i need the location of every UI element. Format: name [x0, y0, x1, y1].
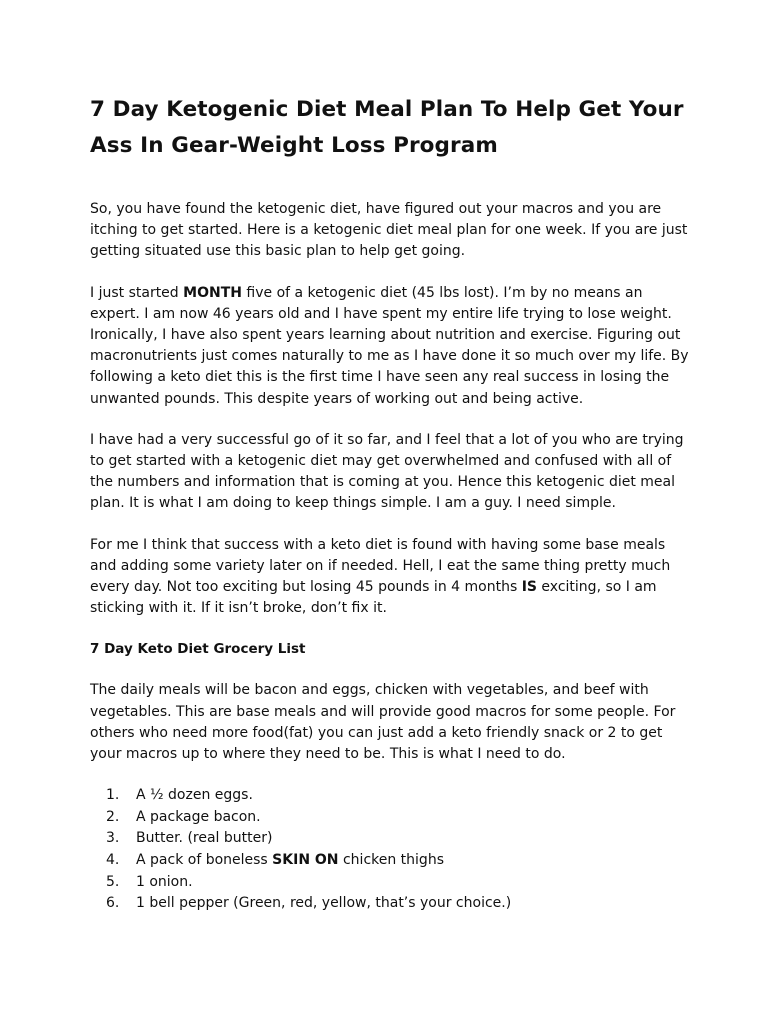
list-item-number: 4.	[106, 852, 120, 869]
document-title: 7 Day Ketogenic Diet Meal Plan To Help Get Your Ass In Gear-Weight Loss Program	[90, 97, 684, 158]
list-item-number: 5.	[106, 873, 120, 890]
month-paragraph-end: five of a ketogenic diet (45 lbs lost). I’m by no means an expert. I am now 46 years old and I have spent my entire life trying to lose weight. Ironically, I have also spent years learning about nutrition and exercise. Figuring out macronutrients just comes naturally to me as I have done it so much over my life. By following a keto diet this is the first time I have seen any real success in losing the unwanted pounds. This despite years of working out and being active.	[90, 284, 689, 407]
list-item	[106, 893, 690, 915]
base-meals-paragraph	[90, 535, 690, 620]
success-paragraph: I have had a very successful go of it so far, and I feel that a lot of you who are trying to get started with a ketogenic diet may get overwhelmed and confused with all of the numbers and information that is coming at you. Hence this ketogenic diet meal plan. It is what I am doing to keep things simple. I am a guy. I need simple.	[90, 431, 684, 512]
intro-paragraph: So, you have found the ketogenic diet, have figured out your macros and you are itching to get started. Here is a ketogenic diet meal plan for one week. If you are just getting situated use this basic plan to help get going.	[90, 201, 688, 260]
list-item-text-end: chicken thighs	[338, 852, 444, 869]
list-item	[106, 807, 690, 829]
list-item	[106, 828, 690, 850]
skin-on-bold-text: SKIN ON	[272, 852, 339, 869]
list-item-number: 6.	[106, 895, 120, 912]
list-item-text	[136, 850, 444, 872]
list-item-text: Butter. (real butter)	[136, 830, 273, 847]
list-item	[106, 785, 690, 807]
list-item	[106, 850, 690, 872]
daily-meals-paragraph: The daily meals will be bacon and eggs, chicken with vegetables, and beef with vegetables. This are base meals and will provide good macros for some people. For others who need more food(fat) you can just add a keto friendly snack or 2 to get your macros up to where they need to be. This is what I need to do.	[90, 682, 676, 763]
list-item-text-start: A pack of boneless	[136, 852, 273, 869]
list-item-number: 1.	[106, 787, 120, 804]
month-paragraph-start: I just started	[90, 284, 184, 301]
grocery-list	[90, 785, 690, 915]
list-item-number: 2.	[106, 808, 120, 825]
list-item	[106, 872, 690, 894]
list-item-text: 1 bell pepper (Green, red, yellow, that’s your choice.)	[136, 895, 512, 912]
month-bold-text: MONTH	[183, 284, 242, 301]
base-meals-end: exciting, so I am sticking with it. If it isn’t broke, don’t fix it.	[90, 579, 657, 617]
list-item-text: A ½ dozen eggs.	[136, 787, 253, 804]
list-item-number: 3.	[106, 830, 120, 847]
grocery-list-heading: 7 Day Keto Diet Grocery List	[90, 641, 306, 658]
document-page	[90, 92, 690, 915]
list-item-text: A package bacon.	[136, 808, 261, 825]
base-meals-start: For me I think that success with a keto diet is found with having some base meals and adding some variety later on if needed. Hell, I eat the same thing pretty much every day. Not too exciting but losing 45 pounds in 4 months	[90, 536, 671, 596]
month-paragraph	[90, 283, 690, 410]
list-item-text: 1 onion.	[136, 873, 193, 890]
is-bold-text: IS	[521, 579, 537, 596]
